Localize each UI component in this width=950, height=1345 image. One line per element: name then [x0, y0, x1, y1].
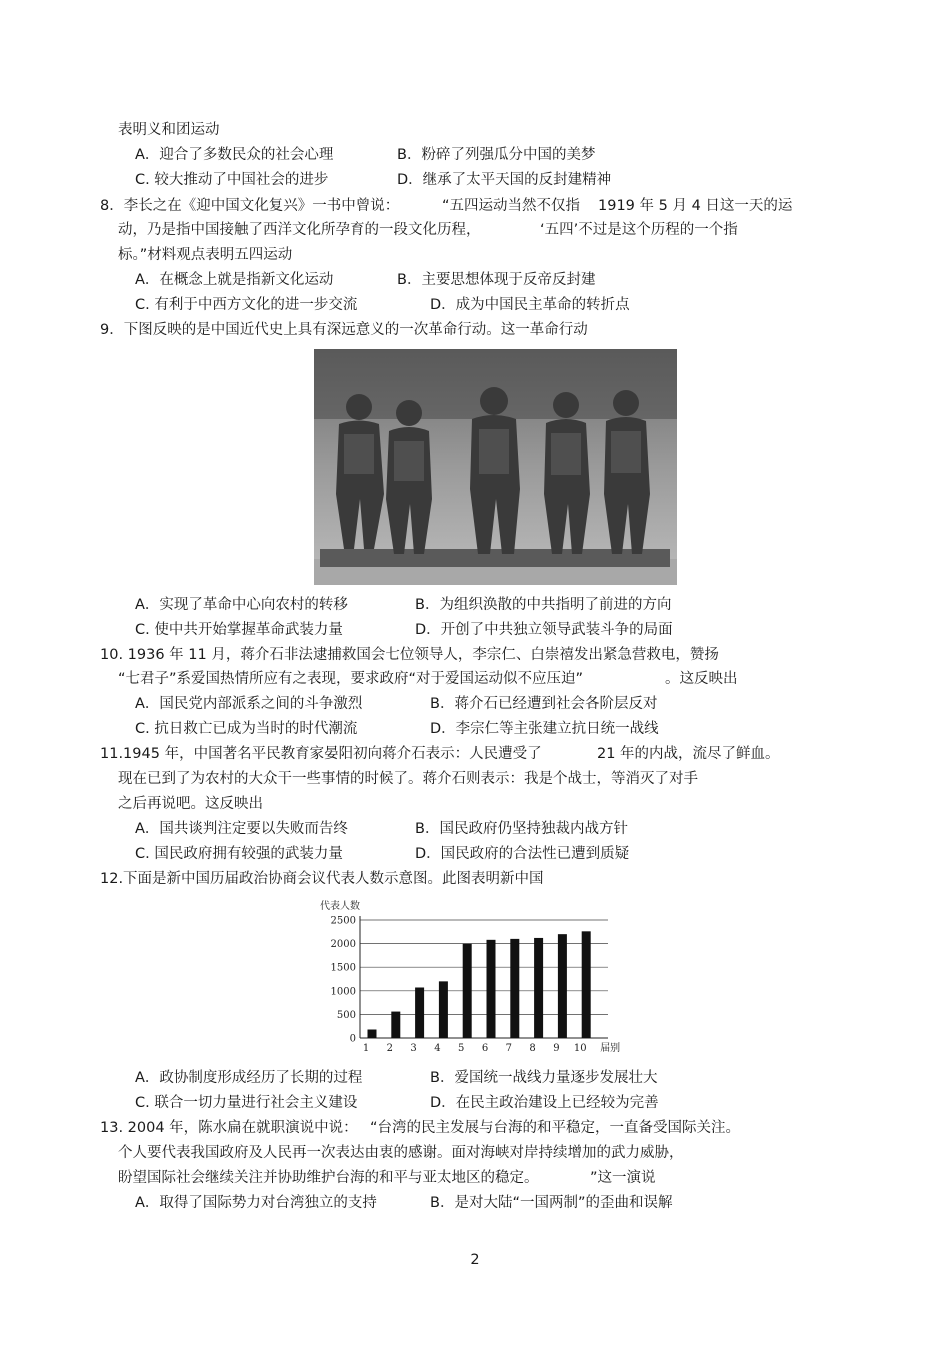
q9-option-c: C. 使中共开始掌握革命武装力量	[135, 622, 343, 638]
chart-bar	[391, 1012, 400, 1038]
q12-option-d: D．在民主政治建设上已经较为完善	[430, 1095, 659, 1111]
q8-option-b: B．主要思想体现于反帝反封建	[397, 272, 596, 288]
q10-option-d: D．李宗仁等主张建立抗日统一战线	[430, 721, 659, 737]
chart-bar	[558, 934, 567, 1038]
q8-option-d: D．成为中国民主革命的转折点	[430, 297, 630, 313]
q11-stem-line2: 现在已到了为农村的大众干一些事情的时候了。蒋介石则表示：我是个战士，等消灭了对手	[118, 771, 698, 787]
q7-option-a: A．迎合了多数民众的社会心理	[135, 147, 334, 163]
q12-option-c: C. 联合一切力量进行社会主义建设	[135, 1095, 358, 1111]
chart-ytick-label: 2000	[330, 939, 356, 951]
chart-xtick-label: 3	[410, 1043, 417, 1054]
q7-stem-cont: 表明义和团运动	[118, 122, 220, 138]
chart-xtick-label: 8	[529, 1043, 536, 1054]
chart-bar	[368, 1030, 377, 1038]
chart-ytick-label: 1000	[330, 986, 356, 998]
q10-option-b: B．蒋介石已经遭到社会各阶层反对	[430, 696, 658, 712]
q13-stem-line3b: ”这一演说	[590, 1170, 656, 1186]
q10-stem-line2: “七君子”系爱国热情所应有之表现，要求政府“对于爱国运动似不应压迫”	[118, 671, 584, 687]
q13-stem-line2: 个人要代表我国政府及人民再一次表达由衷的感谢。面对海峡对岸持续增加的武力威胁，	[118, 1145, 684, 1161]
q13-stem-line3: 盼望国际社会继续关注并协助维护台海的和平与亚太地区的稳定。	[118, 1170, 539, 1186]
chart-bar	[487, 940, 496, 1038]
chart-bar	[510, 939, 519, 1038]
chart-ylabel: 代表人数	[320, 901, 360, 912]
q11-option-a: A．国共谈判注定要以失败而告终	[135, 821, 348, 837]
q11-stem-line1b: 21 年的内战，流尽了鲜血。	[597, 746, 780, 762]
delegates-bar-chart	[316, 898, 672, 1060]
q12-stem: 12.下面是新中国历届政治协商会议代表人数示意图。此图表明新中国	[100, 871, 544, 887]
chart-bar	[463, 944, 472, 1038]
chart-xtick-label: 2	[386, 1043, 393, 1054]
q9-option-b: B．为组织涣散的中共指明了前进的方向	[415, 597, 672, 613]
q13-option-b: B．是对大陆“一国两制”的歪曲和误解	[430, 1195, 673, 1211]
q10-option-a: A．国民党内部派系之间的斗争激烈	[135, 696, 363, 712]
chart-ytick-label: 2500	[330, 915, 356, 927]
page-number: 2	[470, 1252, 480, 1268]
q10-stem-line2b: 。这反映出	[665, 671, 738, 687]
q7-option-d: D．继承了太平天国的反封建精神	[397, 172, 612, 188]
q8-option-a: A．在概念上就是指新文化运动	[135, 272, 334, 288]
chart-xtick-label: 10	[573, 1043, 587, 1054]
q7-option-b: B．粉碎了列强瓜分中国的美梦	[397, 147, 596, 163]
chart-bar	[534, 938, 543, 1038]
q8-stem-line1b: “五四运动当然不仅指	[442, 198, 581, 214]
chart-xtick-label: 1	[362, 1043, 370, 1054]
q9-option-d: D．开创了中共独立领导武装斗争的局面	[415, 622, 673, 638]
q11-option-c: C. 国民政府拥有较强的武装力量	[135, 846, 343, 862]
statue-photo	[314, 349, 677, 585]
q8-stem-line1c: 1919 年 5 月 4 日这一天的运	[598, 198, 793, 214]
q13-option-a: A．取得了国际势力对台湾独立的支持	[135, 1195, 377, 1211]
chart-ytick-label: 0	[349, 1033, 356, 1045]
q9-stem: 9．下图反映的是中国近代史上具有深远意义的一次革命行动。这一革命行动	[100, 322, 588, 338]
q11-option-d: D．国民政府的合法性已遭到质疑	[415, 846, 630, 862]
q8-stem-line3: 标。”材料观点表明五四运动	[118, 247, 293, 263]
chart-ytick-label: 500	[336, 1009, 356, 1021]
chart-ytick-label: 1500	[330, 962, 356, 974]
chart-bar	[415, 987, 424, 1038]
q9-option-a: A．实现了革命中心向农村的转移	[135, 597, 348, 613]
q8-option-c: C. 有利于中西方文化的进一步交流	[135, 297, 358, 313]
chart-bar	[439, 981, 448, 1038]
q13-stem-line1: 13. 2004 年，陈水扁在就职演说中说：	[100, 1120, 358, 1136]
q12-option-a: A．政协制度形成经历了长期的过程	[135, 1070, 363, 1086]
chart-xtick-label: 5	[458, 1043, 465, 1054]
chart-xtick-label: 9	[553, 1043, 560, 1054]
q12-option-b: B．爱国统一战线力量逐步发展壮大	[430, 1070, 658, 1086]
q8-stem-line2: 动，乃是指中国接触了西洋文化所孕育的一段文化历程，	[118, 222, 481, 238]
chart-xtick-label: 4	[434, 1043, 441, 1054]
q10-stem-line1: 10. 1936 年 11 月，蒋介石非法逮捕救国会七位领导人，李宗仁、白崇禧发出紧急营救电，赞扬	[100, 647, 719, 663]
q7-option-c: C. 较大推动了中国社会的进步	[135, 172, 329, 188]
q10-option-c: C. 抗日救亡已成为当时的时代潮流	[135, 721, 358, 737]
q11-stem-line3: 之后再说吧。这反映出	[118, 796, 263, 812]
q8-stem-line2b: ‘五四’不过是这个历程的一个指	[540, 222, 738, 238]
chart-bar	[582, 931, 591, 1038]
q11-stem-line1: 11.1945 年，中国著名平民教育家晏阳初向蒋介石表示：人民遭受了	[100, 746, 542, 762]
q13-stem-line1b: “台湾的民主发展与台海的和平稳定，一直备受国际关注。	[370, 1120, 741, 1136]
chart-xlabel: 届别	[600, 1043, 621, 1054]
chart-xtick-label: 6	[481, 1043, 489, 1054]
chart-xtick-label: 7	[505, 1043, 512, 1054]
q8-stem-line1: 8．李长之在《迎中国文化复兴》一书中曾说：	[100, 198, 400, 214]
q11-option-b: B．国民政府仍坚持独裁内战方针	[415, 821, 628, 837]
